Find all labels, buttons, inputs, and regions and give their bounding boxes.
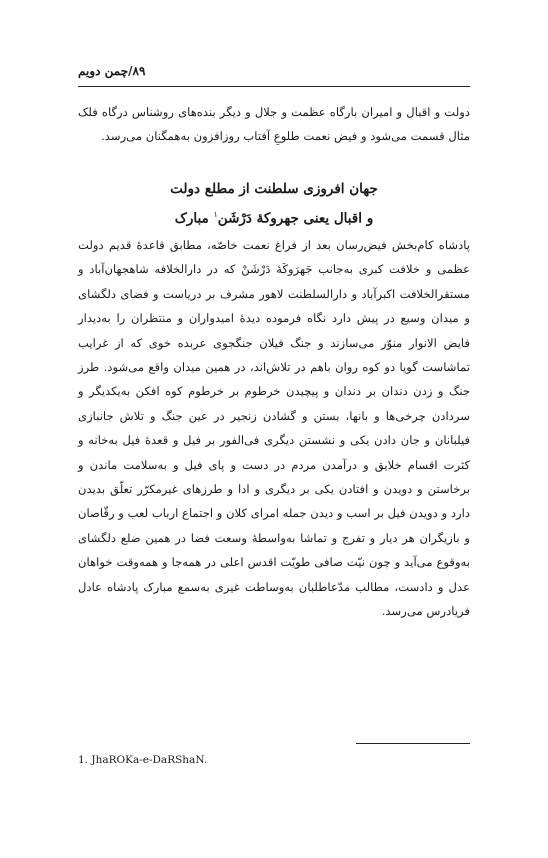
heading-line-2-text: و اقبال یعنی جهروکهٔ دَرْشَن [217, 210, 374, 227]
body-paragraph: پادشاه کام‌بخش فیض‌رسان بعد از فراغ نعمت خاصّه، مطابق قاعدهٔ قدیم دولت عظمی و خلافت کبری به‌جانب جَهرَوکَهٔ دَرْشَنْ که در دارالخلافه شاهجهان‌آباد و مستقرالخلافت اکبرآباد و دارالسلطنت لاهور مشرف بر دریاست و فضای دلگشای و میدان وسیع در پیش دارد نگاه فرموده دیدهٔ امیدواران و منتظران را به‌دیدار فایض الانوار منوّر می‌سازند و جنگ فیلان جنگجوی عربده خوی که از غرایب تماشاست گویا دو کوه روان باهم در تلاش‌اند، در همین میدان واقع می‌شود. طرز جنگ و زدن دندان بر دندان و پیچیدن خرطوم بر خرطوم کوه افکن به‌یکدیگر و سردادن چرخی‌ها و بانها، بستن و گشادن زنجیر در عین جنگ و تلاش جانبازی فیلبانان و جان دادن یکی و نشستن دیگری فی‌الفور بر فیل و قعدهٔ فیل به‌خانه و کثرت اقسام خلایق و درآمدن مردم در دست و پای فیل و به‌سلامت ماندن و برخاستن و دویدن و افتادن یکی بر دیگری و ادا و طرزهای غیرمکرّر تعلّق بدیدن دارد و دویدن فیل بر اسب و دیدن جمله امرای کلان و اجتماع ارباب لعب و رقّاصان و بازیگران هر دیار و تفرج و تماشا به‌واسطهٔ وسعت فضا در همین ضلع دلگشای به‌وقوع می‌آید و چون نیّت صافی طویّت اقدس اعلی در همه‌جا و همه‌وقت خواهان عدل و دادست، مطالب مدّعاطلبان به‌وساطت غیری به‌سمع مبارک پادشاه عادل فریادرس می‌رسد. [78, 238, 470, 619]
header-rule [78, 86, 470, 87]
heading-line-1: جهان افروزی سلطنت از مطلع دولت [170, 181, 378, 197]
running-head: ۸۹/چمن دویم [78, 64, 146, 78]
intro-paragraph: دولت و اقبال و امیران بارگاه عظمت و جلال و دیگر بنده‌های روشناس درگاه فلک مثال قسمت می‌شود و فیض نعمت طلوعِ آفتاب روزافزون به‌همگنان می‌رسد. [78, 105, 470, 144]
footnote: 1. JhaROKa-e-DaRShaN. [78, 754, 208, 766]
footnote-rule [356, 743, 470, 744]
heading-line-2-end: مبارک [174, 210, 209, 227]
footnote-marker: ۱ [213, 210, 218, 219]
section-heading [78, 176, 470, 232]
heading-line-2 [78, 202, 470, 232]
